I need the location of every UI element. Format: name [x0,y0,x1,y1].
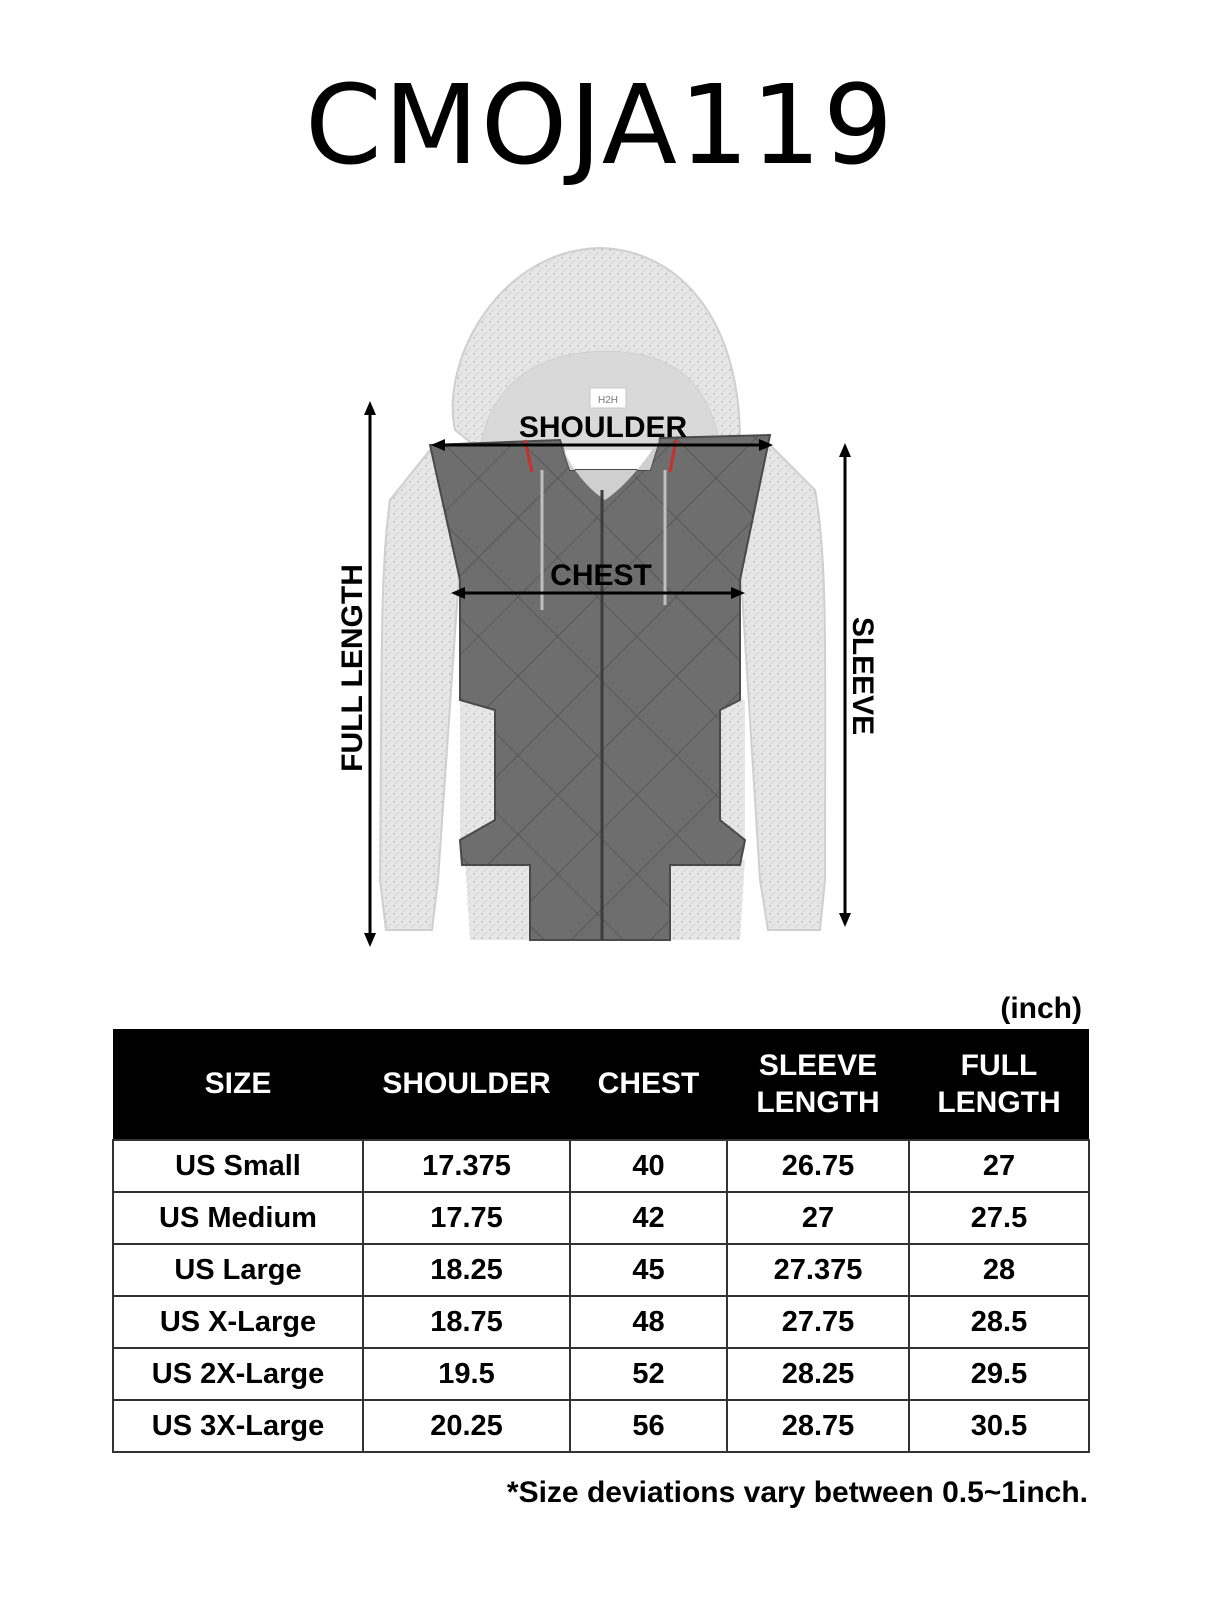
header-shoulder: SHOULDER [363,1029,570,1140]
cell-chest: 45 [570,1244,727,1296]
cell-full: 27 [909,1140,1089,1192]
cell-size: US 3X-Large [113,1400,363,1452]
size-deviation-note: *Size deviations vary between 0.5~1inch. [506,1476,1088,1509]
cell-sleeve: 28.25 [727,1348,909,1400]
header-full-line2: LENGTH [937,1086,1061,1119]
cell-shoulder: 17.75 [363,1192,570,1244]
table-row [113,1244,1089,1296]
cell-shoulder: 20.25 [363,1400,570,1452]
header-chest: CHEST [570,1029,727,1140]
cell-chest: 56 [570,1400,727,1452]
quilted-vest [430,435,770,940]
cell-sleeve: 27.75 [727,1296,909,1348]
table-header-row [113,1029,1089,1140]
cell-size: US X-Large [113,1296,363,1348]
hoodie-measurement-diagram [320,240,900,960]
table-row [113,1400,1089,1452]
sleeve-label: SLEEVE [846,616,879,736]
hoodie-illustration [320,240,900,960]
cell-full: 29.5 [909,1348,1089,1400]
header-full-length [909,1029,1089,1140]
chest-label: CHEST [550,559,652,592]
cell-size: US Small [113,1140,363,1192]
cell-chest: 40 [570,1140,727,1192]
product-code-title: CMOJA119 [304,61,895,189]
header-full-line1: FULL [960,1048,1038,1082]
cell-shoulder: 18.75 [363,1296,570,1348]
shoulder-label: SHOULDER [518,411,688,444]
cell-full: 30.5 [909,1400,1089,1452]
table-row [113,1296,1089,1348]
cell-shoulder: 18.25 [363,1244,570,1296]
cell-size: US Large [113,1244,363,1296]
cell-chest: 48 [570,1296,727,1348]
header-sleeve-line1: SLEEVE [758,1048,878,1082]
cell-size: US 2X-Large [113,1348,363,1400]
cell-sleeve: 27 [727,1192,909,1244]
header-size: SIZE [113,1029,363,1140]
table-row [113,1192,1089,1244]
cell-sleeve: 28.75 [727,1400,909,1452]
brand-tag-text: H2H [597,395,619,406]
table-row [113,1348,1089,1400]
header-sleeve-line2: LENGTH [756,1086,880,1119]
cell-chest: 42 [570,1192,727,1244]
table-row [113,1140,1089,1192]
cell-shoulder: 19.5 [363,1348,570,1400]
cell-sleeve: 27.375 [727,1244,909,1296]
size-chart-table [112,1029,1090,1453]
cell-full: 28 [909,1244,1089,1296]
cell-sleeve: 26.75 [727,1140,909,1192]
cell-full: 27.5 [909,1192,1089,1244]
cell-shoulder: 17.375 [363,1140,570,1192]
cell-size: US Medium [113,1192,363,1244]
full-length-label: FULL LENGTH [336,564,369,772]
cell-full: 28.5 [909,1296,1089,1348]
cell-chest: 52 [570,1348,727,1400]
unit-label: (inch) [1000,992,1082,1025]
header-sleeve-length [727,1029,909,1140]
